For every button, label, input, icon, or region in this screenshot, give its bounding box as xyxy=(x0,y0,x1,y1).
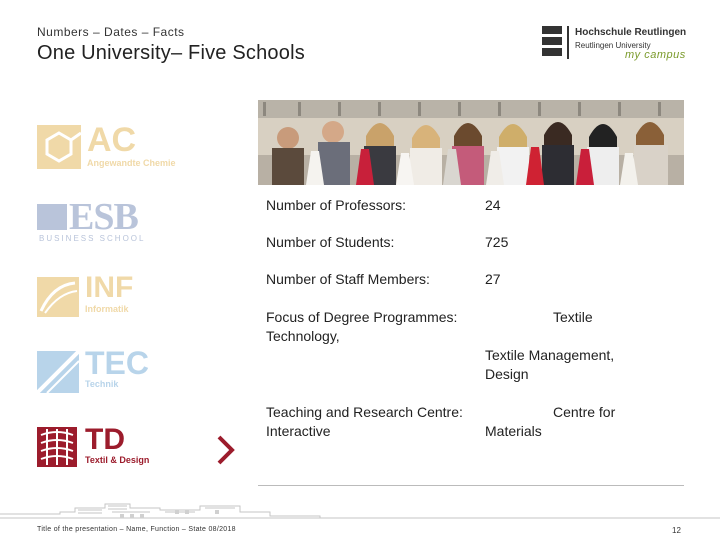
school-abbr: ESB xyxy=(69,196,138,238)
students-photo xyxy=(258,100,684,185)
university-logo xyxy=(542,26,692,66)
td-weave-icon xyxy=(37,427,77,467)
centre-text: Centre for xyxy=(553,404,616,420)
focus-text: Focus of Degree Programmes: xyxy=(266,309,458,325)
fact-value-staff: 27 xyxy=(485,271,501,287)
fact-label-staff: Number of Staff Members: xyxy=(266,271,430,287)
section-kicker: Numbers – Dates – Facts xyxy=(37,25,185,39)
school-name: BUSINESS SCHOOL xyxy=(39,234,146,243)
school-abbr: AC xyxy=(87,121,137,159)
centre-text: Interactive xyxy=(266,423,331,439)
centre-text: Teaching and Research Centre: xyxy=(266,404,463,420)
university-name: Hochschule Reutlingen xyxy=(575,27,687,38)
focus-text: Textile xyxy=(553,309,593,325)
fact-value-professors: 24 xyxy=(485,197,501,213)
university-emblem-icon xyxy=(542,26,562,58)
page-number: 12 xyxy=(672,526,681,535)
school-abbr: INF xyxy=(85,271,134,304)
inf-swoosh-icon xyxy=(37,277,79,317)
logo-divider xyxy=(567,26,569,59)
school-name: Angewandte Chemie xyxy=(87,158,176,168)
tec-gear-icon xyxy=(37,351,79,393)
school-name: Informatik xyxy=(85,304,129,314)
chevron-right-icon xyxy=(215,434,237,466)
fact-value-students: 725 xyxy=(485,234,509,250)
ac-hexagon-icon xyxy=(37,125,81,169)
school-abbr: TD xyxy=(85,423,125,456)
page-title: One University– Five Schools xyxy=(37,42,305,64)
focus-text: Design xyxy=(485,366,529,382)
school-name: Technik xyxy=(85,379,119,389)
school-name: Textil & Design xyxy=(85,455,150,465)
university-tagline: my campus xyxy=(625,49,686,61)
fact-label-students: Number of Students: xyxy=(266,234,395,250)
fact-label-professors: Number of Professors: xyxy=(266,197,407,213)
divider-line xyxy=(258,485,684,486)
university-subtitle: Reutlingen University xyxy=(575,41,651,50)
centre-text: Materials xyxy=(485,423,542,439)
campus-skyline-graphic xyxy=(0,500,720,522)
esb-square-icon xyxy=(37,204,67,230)
school-abbr: TEC xyxy=(85,345,149,381)
focus-text: Technology, xyxy=(266,328,340,344)
footer-text: Title of the presentation – Name, Function – State 08/2018 xyxy=(37,526,236,533)
focus-text: Textile Management, xyxy=(485,347,615,363)
